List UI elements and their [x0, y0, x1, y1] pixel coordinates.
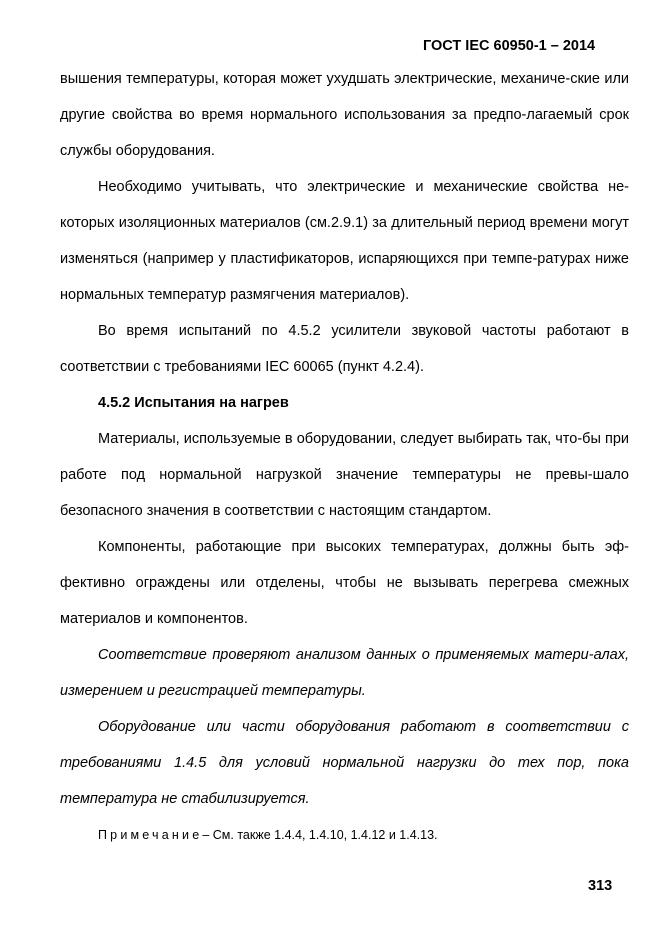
paragraph-materials: Материалы, используемые в оборудовании, следует выбирать так, что-бы при работе под нормальной нагрузкой значение температуры не превы-шало безопасного значения в соответствии с настоящим стандартом.	[60, 431, 629, 519]
paragraph-insulation: Необходимо учитывать, что электрические и механические свойства не-которых изоляционных материалов (см.2.9.1) за длительный период времени могут изменяться (например у пластификаторов, испаряющихся при темпе-ратурах ниже нормальных температур размягчения материалов).	[60, 179, 629, 303]
paragraph-continuation: вышения температуры, которая может ухудшать электрические, механиче-ские или другие свойства во время нормального использования за предпо-лагаемый срок службы оборудования.	[60, 71, 629, 159]
document-header: ГОСТ IEC 60950-1 – 2014	[423, 38, 596, 54]
page-number: 313	[588, 878, 613, 894]
section-heading: 4.5.2 Испытания на нагрев	[98, 395, 289, 411]
paragraph-components: Компоненты, работающие при высоких температурах, должны быть эф-фективно ограждены или отделены, чтобы не вызывать перегрева смежных материалов и компонентов.	[60, 539, 629, 627]
paragraph-operation: Оборудование или части оборудования работают в соответствии с требованиями 1.4.5 для условий нормальной нагрузки до тех пор, пока температура не стабилизируется.	[60, 719, 629, 807]
note	[60, 817, 629, 853]
document-body	[60, 61, 629, 853]
note-label: Примечание	[98, 828, 203, 842]
paragraph-compliance: Соответствие проверяют анализом данных о применяемых матери-алах, измерением и регистрацией температуры.	[60, 647, 629, 699]
note-text: – См. также 1.4.4, 1.4.10, 1.4.12 и 1.4.13.	[202, 828, 438, 842]
paragraph-audio-amplifiers: Во время испытаний по 4.5.2 усилители звуковой частоты работают в соответствии с требованиями IEC 60065 (пункт 4.2.4).	[60, 323, 629, 375]
